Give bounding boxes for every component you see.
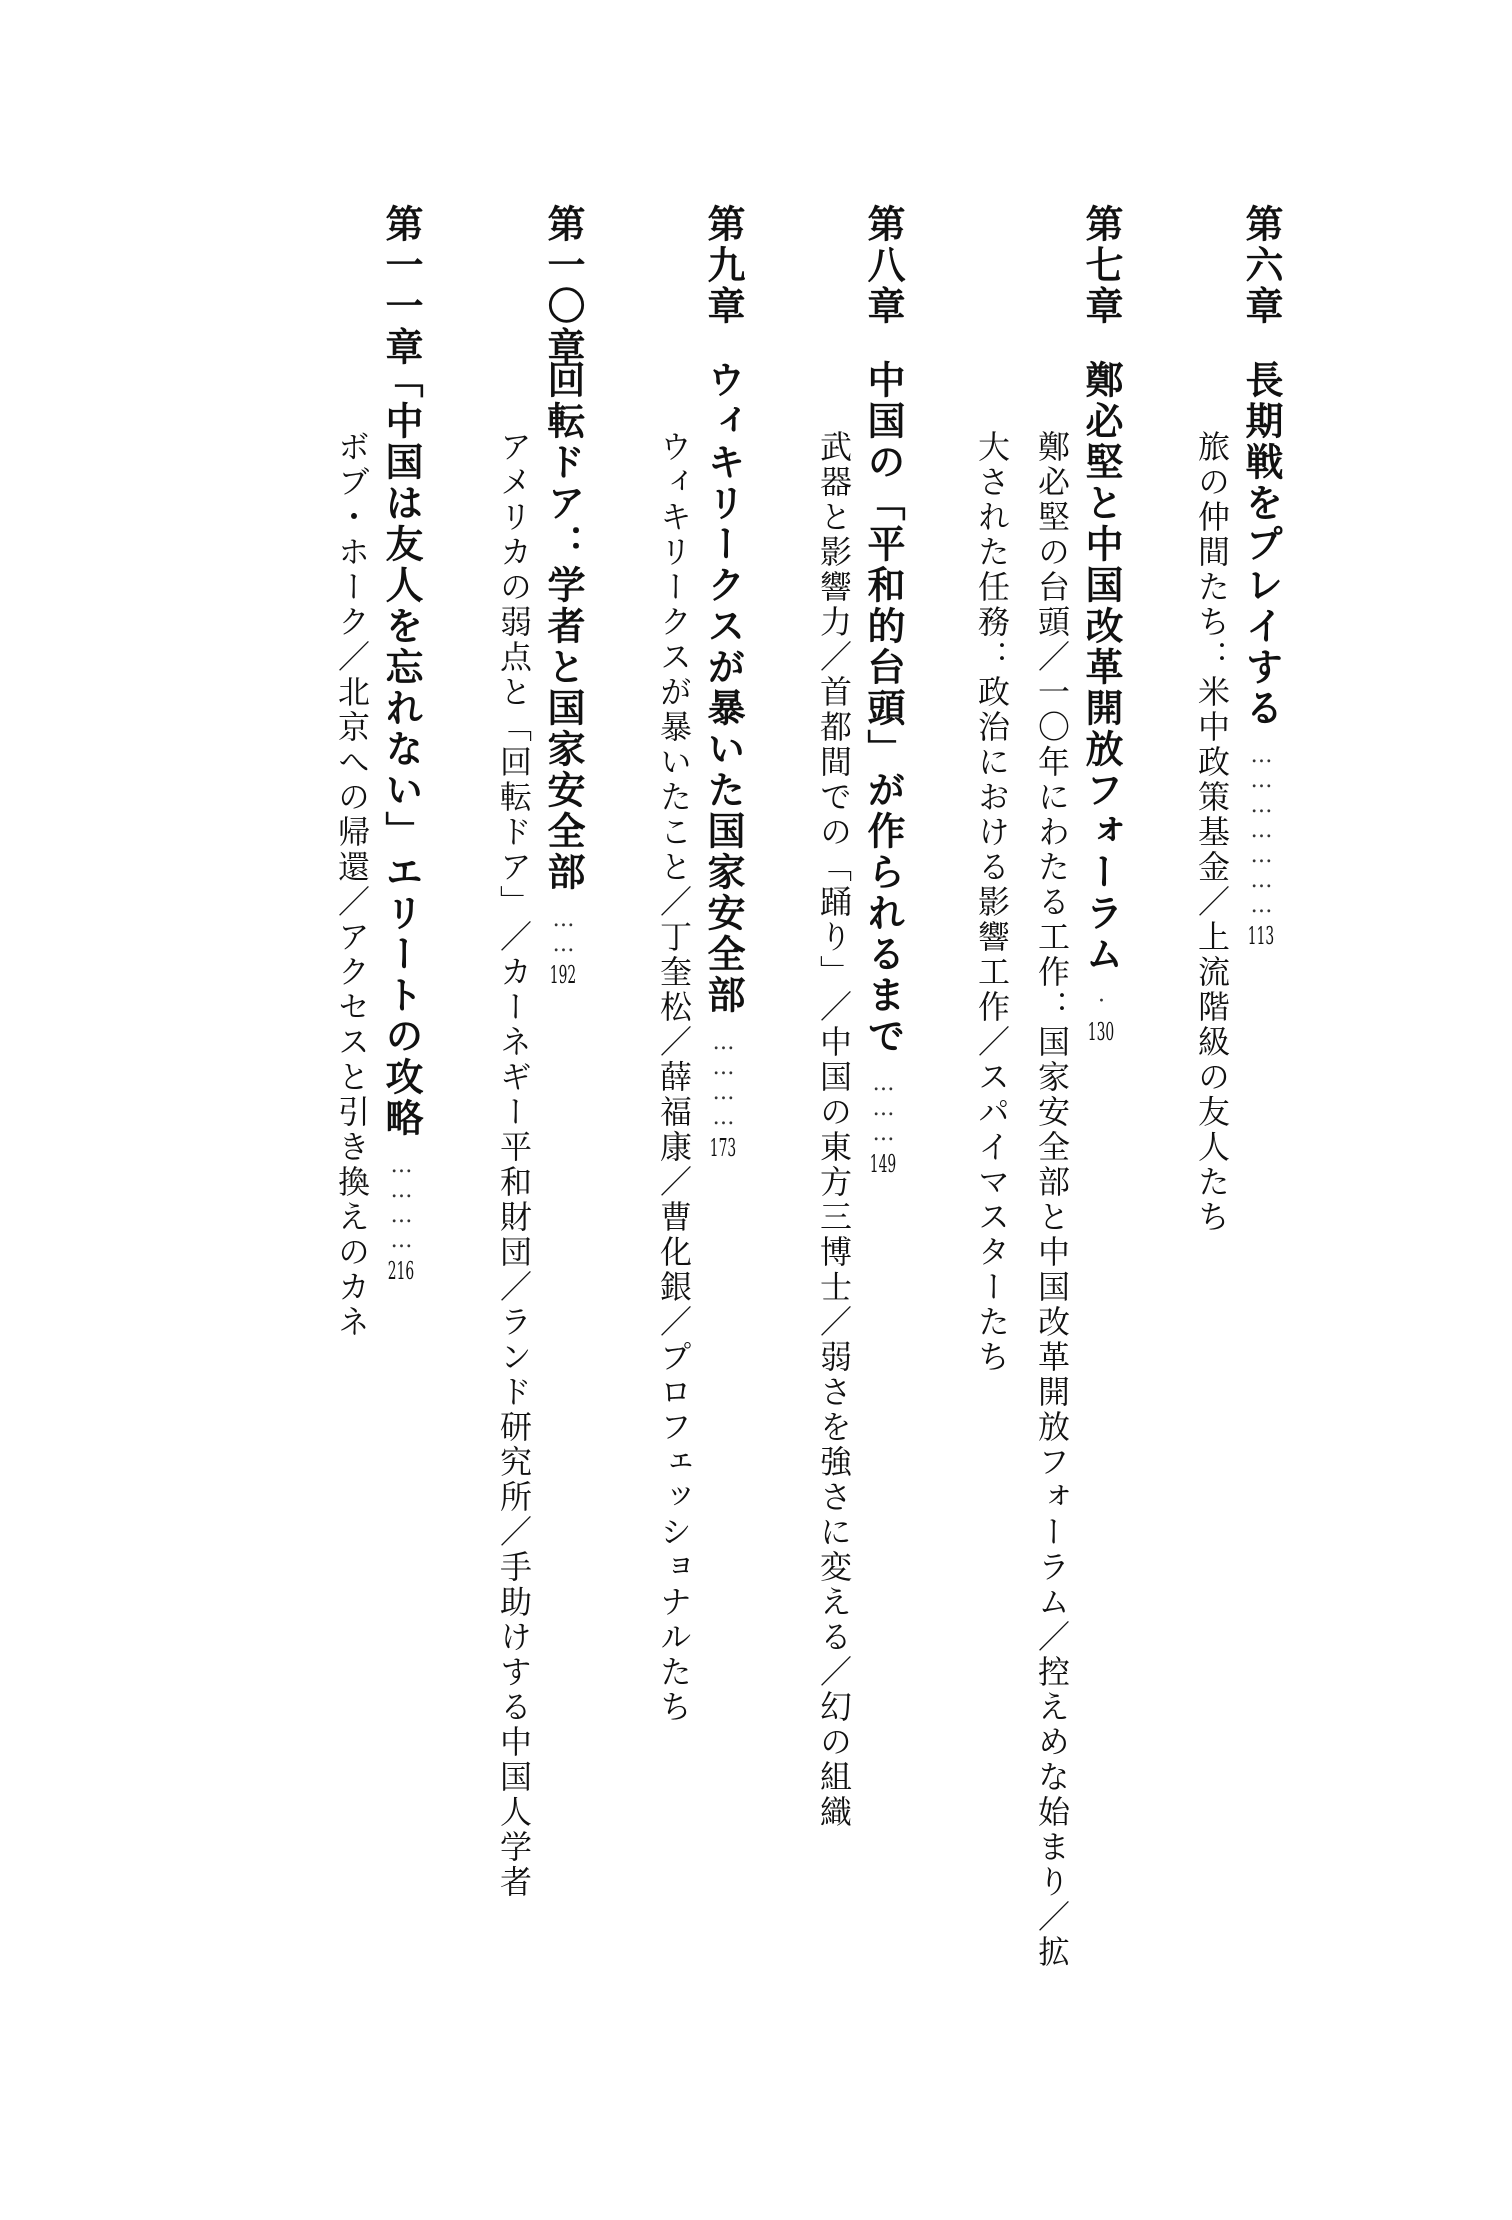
- dot-leader: ……: [551, 907, 576, 957]
- chapter-heading: [379, 204, 424, 1283]
- chapter-title: 「中国は友人を忘れない」エリートの攻略: [379, 360, 424, 1139]
- chapter-heading: [701, 204, 746, 1160]
- page-number: 173: [709, 1136, 737, 1160]
- dot-leader: ·: [1089, 989, 1114, 1014]
- dot-leader: …………: [389, 1153, 414, 1253]
- chapter-label: 第一一章: [379, 204, 424, 368]
- chapter-subtopics: 武器と影響力／首都間での「踊り」／中国の東方三博士／弱さを強さに変える／幻の組織: [815, 430, 853, 1830]
- chapter-title: 中国の「平和的台頭」が作られるまで: [861, 360, 906, 1057]
- chapter-title: 回転ドア：学者と国家安全部: [541, 360, 586, 893]
- dot-leader: …………: [711, 1030, 736, 1130]
- chapter-label: 第八章: [861, 204, 906, 327]
- page-number: 130: [1087, 1020, 1115, 1044]
- chapter-subtopics: ボブ・ホーク／北京への帰還／アクセスと引き換えのカネ: [333, 430, 371, 1340]
- chapter-title: 鄭必堅と中国改革開放フォーラム: [1079, 360, 1124, 975]
- chapter-heading: [1239, 204, 1284, 948]
- chapter-subtopics: ウィキリークスが暴いたこと／丁奎松／薛福康／曹化銀／プロフェッショナルたち: [655, 430, 693, 1725]
- chapter-title: 長期戦をプレイする: [1239, 360, 1284, 729]
- chapter-title: ウィキリークスが暴いた国家安全部: [701, 360, 746, 1016]
- chapter-label: 第九章: [701, 204, 746, 327]
- chapter-subtopics: アメリカの弱点と「回転ドア」／カーネギー平和財団／ランド研究所／手助けする中国人学者: [495, 430, 533, 1900]
- page-number: 149: [869, 1152, 897, 1176]
- chapter-subtopics: 鄭必堅の台頭／一〇年にわたる工作：国家安全部と中国改革開放フォーラム／控えめな始まり／拡: [1033, 430, 1071, 1970]
- chapter-subtopics: 大された任務：政治における影響工作／スパイマスターたち: [973, 430, 1011, 1375]
- chapter-heading: [541, 204, 586, 987]
- chapter-label: 第一〇章: [541, 204, 586, 368]
- chapter-label: 第七章: [1079, 204, 1124, 327]
- chapter-heading: [861, 204, 906, 1176]
- page-number: 216: [387, 1259, 415, 1283]
- dot-leader: ………: [871, 1071, 896, 1146]
- chapter-label: 第六章: [1239, 204, 1284, 327]
- dot-leader: …………………: [1249, 743, 1274, 918]
- chapter-subtopics: 旅の仲間たち：米中政策基金／上流階級の友人たち: [1193, 430, 1231, 1235]
- chapter-heading: [1079, 204, 1124, 1044]
- page-number: 192: [549, 963, 577, 987]
- page-number: 113: [1247, 924, 1275, 948]
